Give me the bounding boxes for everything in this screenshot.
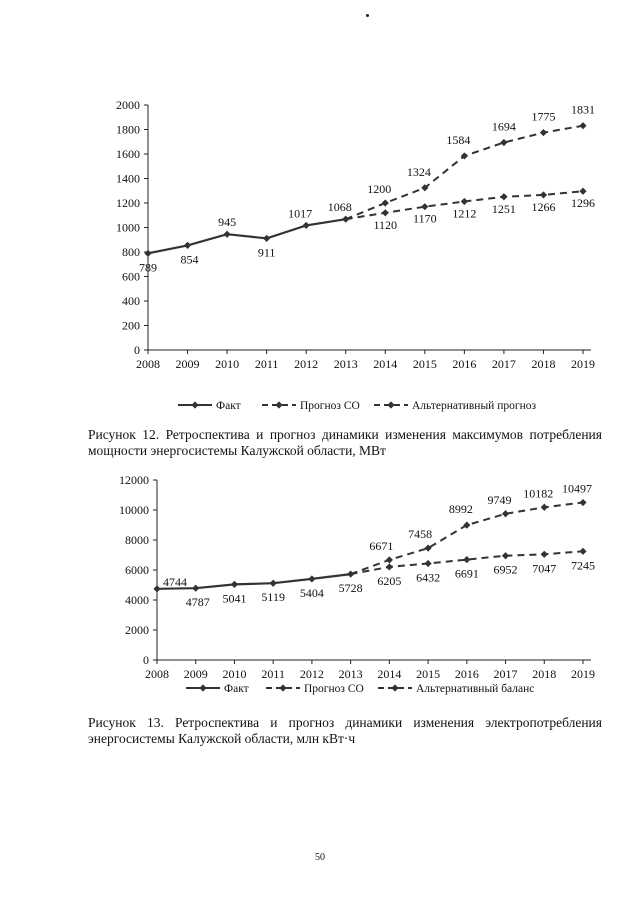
x-tick-label: 2019 bbox=[571, 667, 595, 681]
x-tick-label: 2013 bbox=[333, 357, 358, 371]
data-label: 5119 bbox=[261, 590, 285, 605]
scan-speck bbox=[366, 14, 369, 17]
chart-max-power bbox=[0, 95, 640, 425]
x-tick-label: 2011 bbox=[254, 357, 279, 371]
data-label: 1200 bbox=[367, 182, 392, 196]
data-label: 1017 bbox=[288, 206, 313, 221]
data-point-marker bbox=[541, 504, 548, 511]
x-tick-label: 2009 bbox=[175, 357, 200, 371]
data-label: 1324 bbox=[406, 164, 431, 179]
data-label: 10497 bbox=[562, 481, 592, 496]
y-tick-label: 2000 bbox=[116, 98, 140, 112]
data-point-marker bbox=[579, 499, 586, 506]
data-label: 854 bbox=[180, 252, 199, 267]
data-point-marker bbox=[184, 242, 191, 249]
y-tick-label: 2000 bbox=[125, 623, 149, 637]
x-tick-label: 2010 bbox=[222, 667, 247, 681]
legend-entry: Факт bbox=[216, 400, 241, 412]
data-label: 1251 bbox=[491, 201, 516, 216]
data-label: 10182 bbox=[523, 486, 554, 501]
data-label: 6691 bbox=[454, 566, 479, 581]
legend-entry: Альтернативный баланс bbox=[416, 683, 535, 695]
x-tick-label: 2013 bbox=[338, 667, 363, 681]
data-label: 6432 bbox=[416, 570, 441, 585]
data-point-marker bbox=[500, 139, 507, 146]
data-point-marker bbox=[223, 231, 230, 238]
data-label: 8992 bbox=[448, 502, 473, 517]
data-label: 1584 bbox=[446, 132, 471, 147]
legend-entry: Факт bbox=[224, 683, 249, 695]
x-tick-label: 2018 bbox=[532, 667, 557, 681]
data-point-marker bbox=[421, 203, 428, 210]
data-point-marker bbox=[144, 250, 151, 257]
legend-entry: Прогноз СО bbox=[304, 683, 364, 695]
data-label: 1831 bbox=[571, 102, 595, 117]
y-tick-label: 1000 bbox=[116, 220, 140, 235]
data-label: 5728 bbox=[338, 581, 363, 596]
x-tick-label: 2011 bbox=[261, 667, 285, 681]
data-point-marker bbox=[502, 552, 509, 559]
data-point-marker bbox=[386, 563, 393, 570]
data-label: 6205 bbox=[377, 573, 402, 588]
x-tick-label: 2009 bbox=[183, 667, 208, 681]
legend-swatch-marker bbox=[191, 401, 198, 408]
x-tick-label: 2017 bbox=[493, 667, 518, 681]
x-tick-label: 2010 bbox=[215, 357, 240, 371]
y-tick-label: 400 bbox=[122, 294, 140, 308]
data-label: 1775 bbox=[531, 109, 556, 124]
data-point-marker bbox=[424, 560, 431, 567]
data-label: 911 bbox=[257, 245, 276, 260]
data-label: 7458 bbox=[408, 527, 433, 542]
data-point-marker bbox=[308, 575, 315, 582]
data-label: 4744 bbox=[163, 574, 187, 589]
data-point-marker bbox=[382, 209, 389, 216]
x-tick-label: 2015 bbox=[412, 357, 437, 371]
data-point-marker bbox=[382, 199, 389, 206]
data-label: 1212 bbox=[452, 206, 477, 221]
y-tick-label: 800 bbox=[122, 245, 140, 259]
data-label: 945 bbox=[218, 215, 237, 230]
data-point-marker bbox=[263, 235, 270, 242]
x-tick-label: 2017 bbox=[491, 357, 516, 371]
data-point-marker bbox=[153, 585, 160, 592]
data-point-marker bbox=[500, 193, 507, 200]
data-label: 1068 bbox=[327, 200, 352, 215]
chart-electricity-consumption bbox=[0, 470, 640, 710]
y-tick-label: 0 bbox=[143, 653, 149, 667]
data-label: 4787 bbox=[185, 595, 210, 610]
x-tick-label: 2008 bbox=[145, 667, 169, 681]
legend-swatch-marker bbox=[275, 401, 282, 408]
y-tick-label: 8000 bbox=[125, 533, 149, 547]
data-label: 1170 bbox=[413, 211, 437, 226]
y-tick-label: 1800 bbox=[116, 122, 140, 137]
data-point-marker bbox=[231, 581, 238, 588]
y-tick-label: 4000 bbox=[125, 593, 149, 607]
data-label: 1120 bbox=[373, 217, 398, 232]
x-tick-label: 2008 bbox=[136, 357, 160, 371]
y-tick-label: 1200 bbox=[116, 196, 140, 210]
data-label: 1694 bbox=[491, 119, 516, 134]
y-tick-label: 200 bbox=[122, 318, 140, 333]
figure-caption-13: Рисунок 13. Ретроспектива и прогноз динамики изменения электропотребления энергосистемы Калужской области, млн кВт·ч bbox=[88, 715, 602, 746]
x-tick-label: 2014 bbox=[373, 357, 398, 371]
data-label: 6671 bbox=[369, 538, 394, 553]
data-label: 5404 bbox=[299, 585, 324, 600]
legend-swatch-marker bbox=[391, 684, 398, 691]
figure-caption-12: Рисунок 12. Ретроспектива и прогноз динамики изменения максимумов потребления мощности энергосистемы Калужской области, МВт bbox=[88, 427, 602, 458]
y-tick-label: 12000 bbox=[119, 473, 149, 487]
x-tick-label: 2015 bbox=[416, 667, 441, 681]
data-point-marker bbox=[540, 129, 547, 136]
y-tick-label: 600 bbox=[122, 269, 140, 284]
data-point-marker bbox=[579, 188, 586, 195]
data-point-marker bbox=[541, 551, 548, 558]
x-tick-label: 2012 bbox=[294, 357, 319, 371]
data-label: 7047 bbox=[532, 561, 557, 576]
data-label: 5041 bbox=[222, 591, 247, 606]
x-tick-label: 2014 bbox=[377, 667, 402, 681]
data-point-marker bbox=[192, 585, 199, 592]
data-point-marker bbox=[386, 556, 393, 563]
data-point-marker bbox=[540, 191, 547, 198]
x-tick-label: 2012 bbox=[299, 667, 324, 681]
data-label: 9749 bbox=[487, 492, 512, 507]
data-point-marker bbox=[579, 122, 586, 129]
data-label: 6952 bbox=[493, 562, 518, 577]
x-tick-label: 2018 bbox=[531, 357, 556, 371]
data-point-marker bbox=[303, 222, 310, 229]
data-point-marker bbox=[502, 510, 509, 517]
x-tick-label: 2019 bbox=[571, 357, 595, 371]
data-point-marker bbox=[579, 548, 586, 555]
series-line-1 bbox=[148, 219, 346, 253]
data-point-marker bbox=[463, 556, 470, 563]
data-label: 1296 bbox=[571, 196, 595, 211]
y-tick-label: 1400 bbox=[116, 171, 140, 186]
y-tick-label: 6000 bbox=[125, 563, 149, 577]
legend-entry: Прогноз СО bbox=[300, 400, 360, 412]
data-point-marker bbox=[270, 580, 277, 587]
legend-swatch-marker bbox=[387, 401, 394, 408]
data-label: 789 bbox=[139, 260, 157, 275]
x-tick-label: 2016 bbox=[452, 357, 477, 371]
legend-swatch-marker bbox=[279, 684, 286, 691]
y-tick-label: 0 bbox=[134, 343, 140, 357]
data-point-marker bbox=[461, 198, 468, 205]
data-label: 1266 bbox=[531, 199, 556, 214]
legend-swatch-marker bbox=[199, 684, 206, 691]
y-tick-label: 10000 bbox=[119, 503, 149, 517]
y-tick-label: 1600 bbox=[116, 147, 140, 161]
data-label: 7245 bbox=[571, 558, 595, 573]
legend-entry: Альтернативный прогноз bbox=[412, 400, 537, 412]
page-number: 50 bbox=[315, 852, 325, 863]
x-tick-label: 2016 bbox=[454, 667, 479, 681]
